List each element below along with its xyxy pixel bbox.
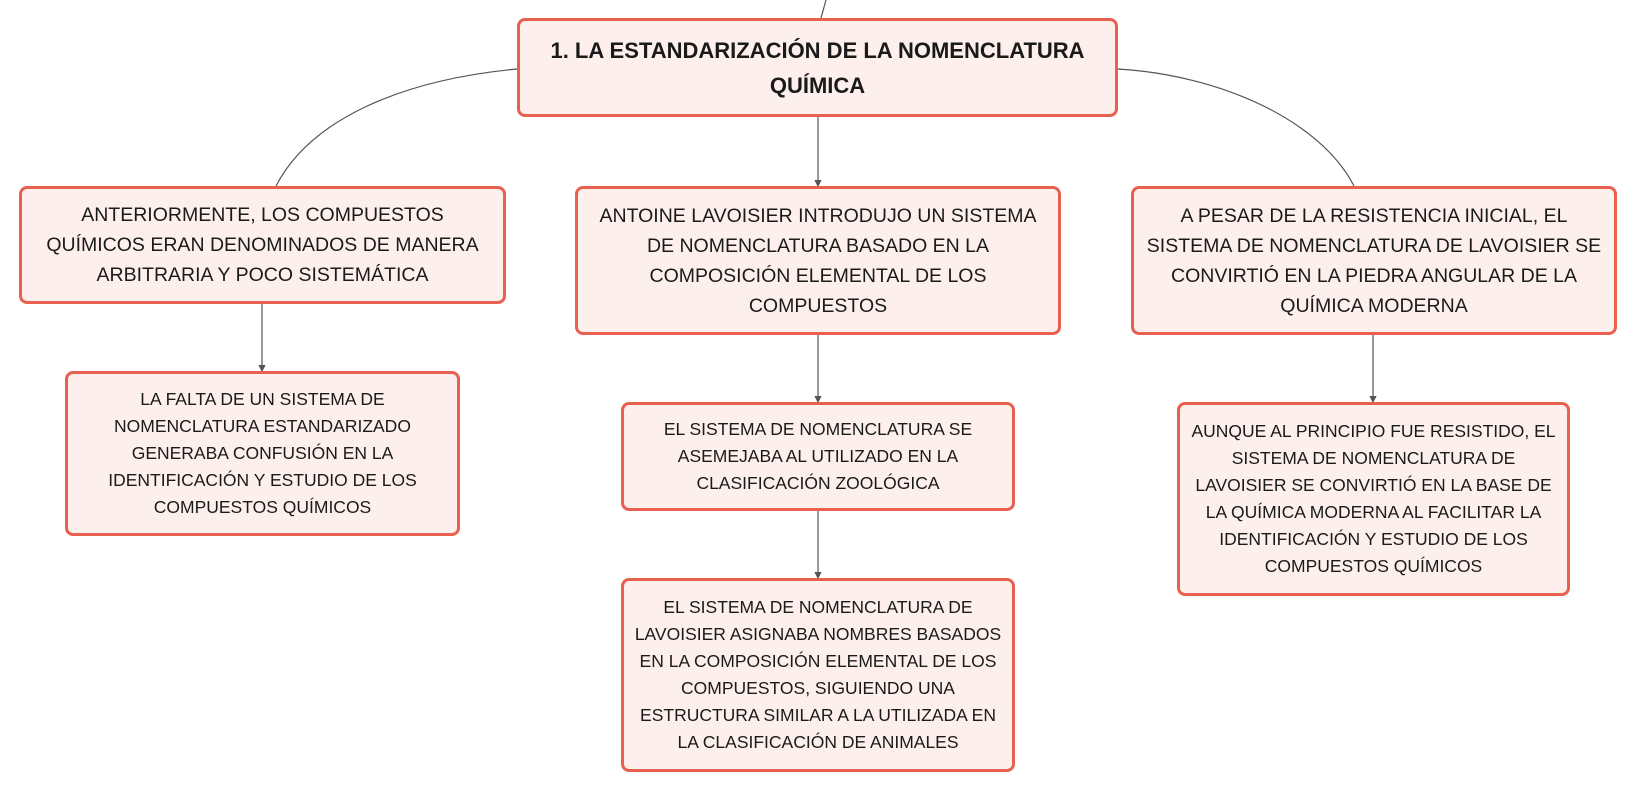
root-topic-node[interactable] <box>517 18 1118 117</box>
root-topic-title: 1. LA ESTANDARIZACIÓN DE LA NOMENCLATURA QUÍMICA <box>550 37 1085 98</box>
branch-node-text: A PESAR DE LA RESISTENCIA INICIAL, EL SISTEMA DE NOMENCLATURA DE LAVOISIER SE CONVIRTIÓ EN LA PIEDRA ANGULAR DE LA QUÍMICA MODERNA <box>1146 204 1602 317</box>
branch-node-text: ANTOINE LAVOISIER INTRODUJO UN SISTEMA DE NOMENCLATURA BASADO EN LA COMPOSICIÓN ELEMENTAL DE LOS COMPUESTOS <box>599 204 1037 317</box>
subtopic-node-text: EL SISTEMA DE NOMENCLATURA DE LAVOISIER ASIGNABA NOMBRES BASADOS EN LA COMPOSICIÓN ELEMENTAL DE LOS COMPUESTOS, SIGUIENDO UNA ESTRUCTURA SIMILAR A LA UTILIZADA EN LA CLASIFICACIÓN DE ANIMALES <box>634 597 1002 752</box>
subtopic-node-confusion[interactable] <box>65 371 460 536</box>
subtopic-node-foundation[interactable] <box>1177 402 1570 596</box>
branch-node-previous-naming[interactable] <box>19 186 506 304</box>
subtopic-node-text: EL SISTEMA DE NOMENCLATURA SE ASEMEJABA AL UTILIZADO EN LA CLASIFICACIÓN ZOOLÓGICA <box>663 419 973 493</box>
connector-root-left <box>276 69 517 186</box>
connector-root-right <box>1118 69 1354 186</box>
subtopic-node-text: LA FALTA DE UN SISTEMA DE NOMENCLATURA ESTANDARIZADO GENERABA CONFUSIÓN EN LA IDENTIFICACIÓN Y ESTUDIO DE LOS COMPUESTOS QUÍMICOS <box>108 389 417 517</box>
subtopic-node-naming-by-composition[interactable] <box>621 578 1015 772</box>
branch-node-modern-chemistry[interactable] <box>1131 186 1617 335</box>
branch-node-lavoisier-system[interactable] <box>575 186 1061 335</box>
branch-node-text: ANTERIORMENTE, LOS COMPUESTOS QUÍMICOS ERAN DENOMINADOS DE MANERA ARBITRARIA Y POCO SISTEMÁTICA <box>46 204 479 286</box>
subtopic-node-text: AUNQUE AL PRINCIPIO FUE RESISTIDO, EL SISTEMA DE NOMENCLATURA DE LAVOISIER SE CONVIRTIÓ EN LA BASE DE LA QUÍMICA MODERNA AL FACILITAR LA IDENTIFICACIÓN Y ESTUDIO DE LOS COMPUESTOS QUÍMICOS <box>1191 421 1556 576</box>
subtopic-node-zoological-similarity[interactable] <box>621 402 1015 511</box>
incoming-connector <box>821 0 826 18</box>
